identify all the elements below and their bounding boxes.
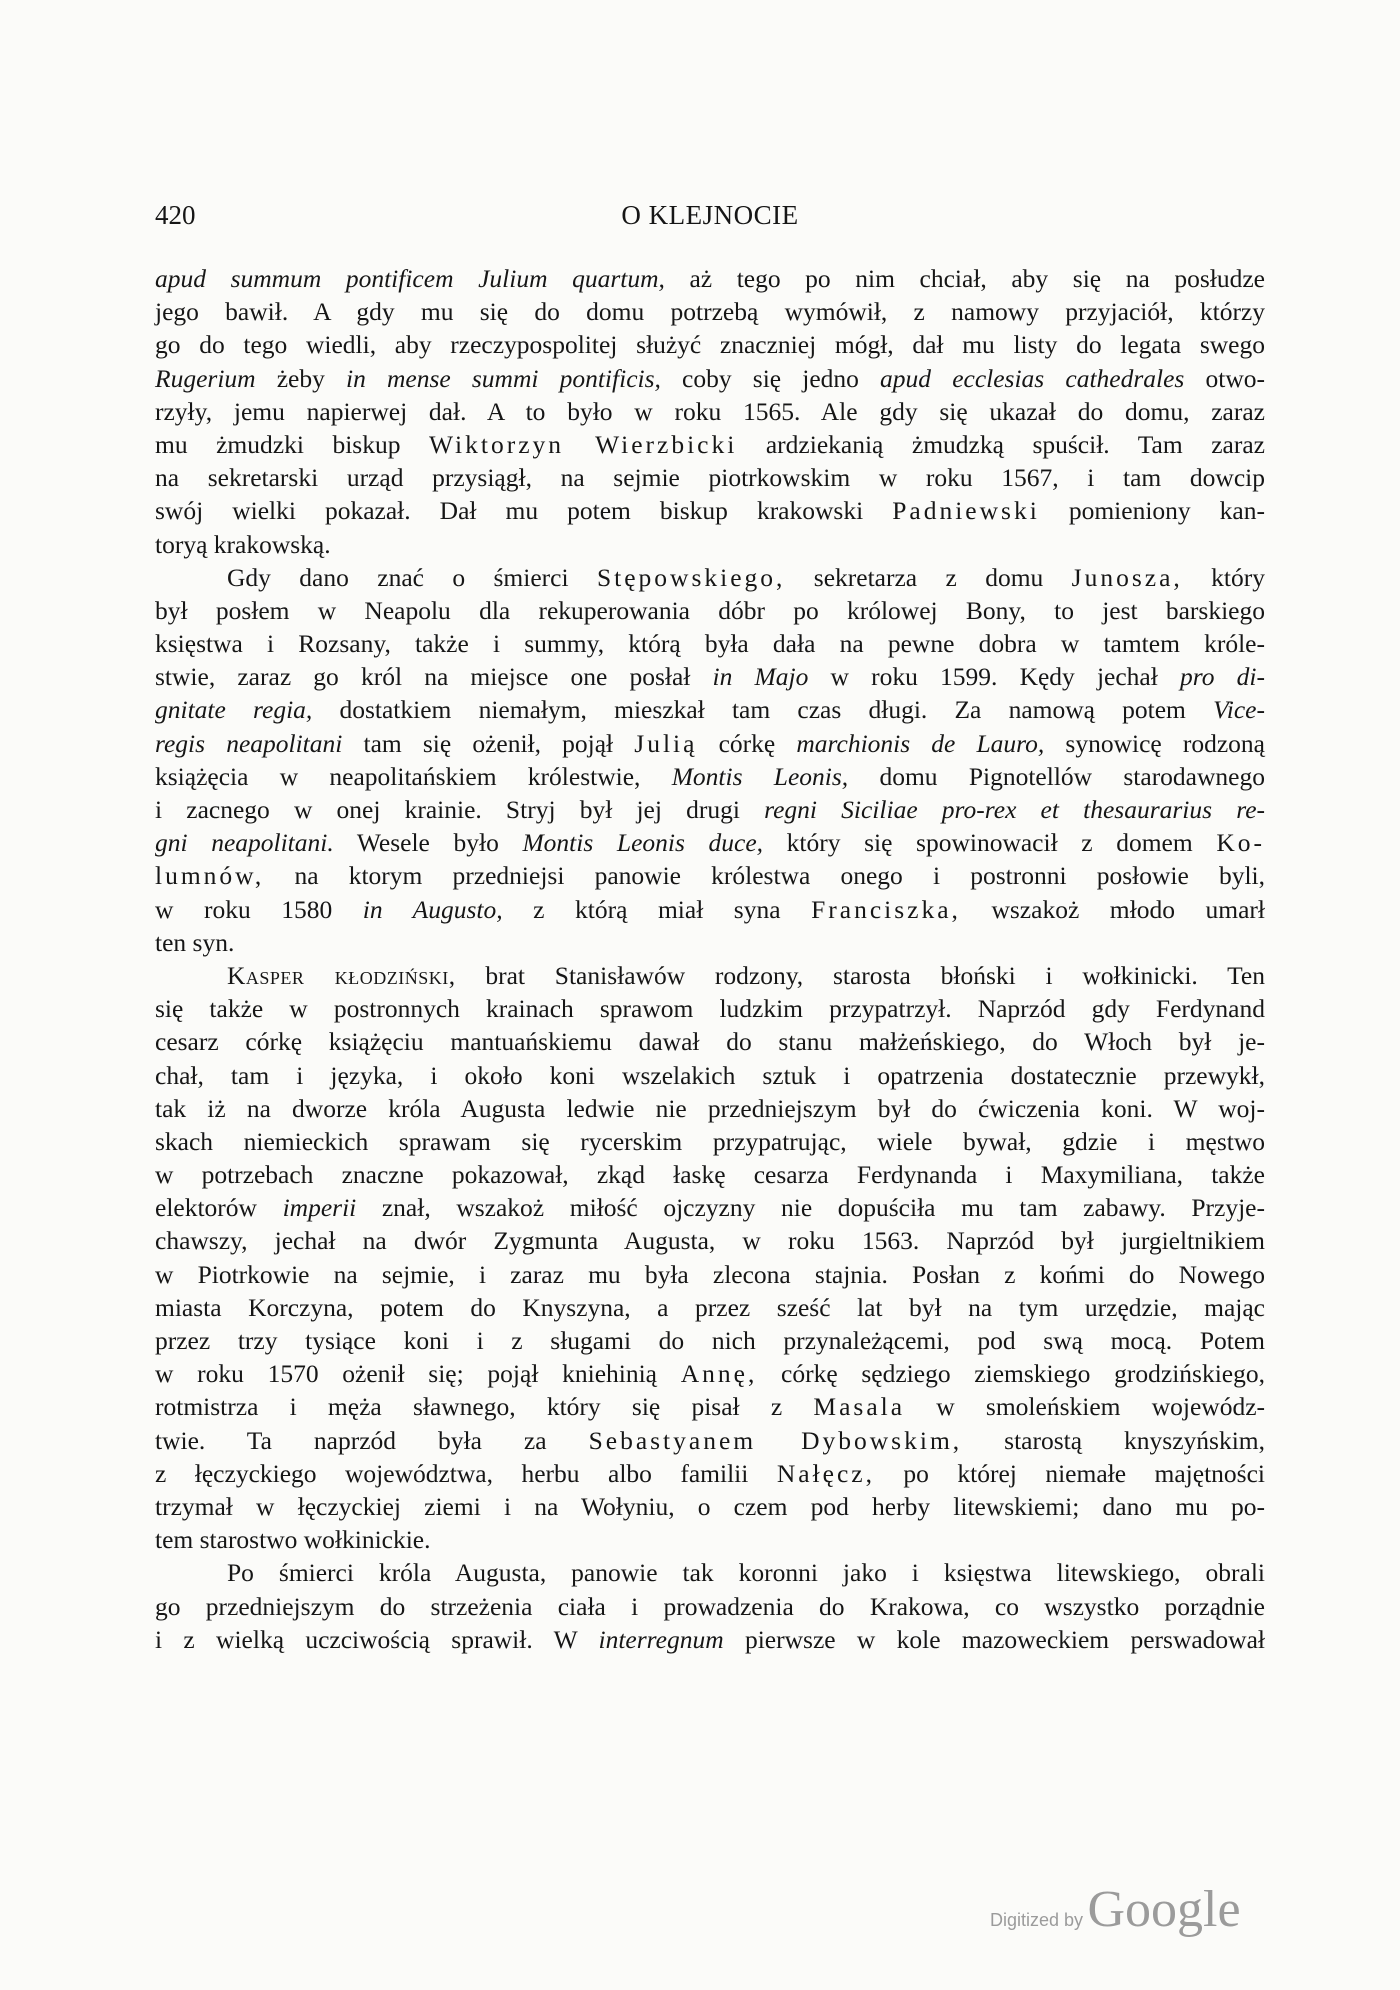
italic-phrase: Vice-: [1213, 695, 1265, 725]
page-header: [155, 200, 1265, 234]
text-run: synowicę rodzoną: [1044, 728, 1266, 758]
text-line: [155, 926, 1265, 959]
text-run: dostatkiem niemałym, mieszkał tam czas długi. Za namową potem: [312, 695, 1214, 725]
text-line: [155, 428, 1265, 461]
text-line: [155, 262, 1265, 295]
spaced-name: Franciszka,: [811, 894, 961, 924]
text-line: [155, 1590, 1265, 1623]
text-run: tak iż na dworze króla Augusta ledwie nie przedniejszym był do ćwiczenia koni. W woj-: [155, 1093, 1265, 1123]
text-run: otwo-: [1184, 363, 1265, 393]
text-run: się także w postronnych krainach sprawom ludzkim przypatrzył. Naprzód gdy Ferdynand: [155, 994, 1265, 1024]
text-run: tam się ożenił, pojął: [342, 728, 635, 758]
italic-phrase: apud ecclesias cathedrales: [880, 363, 1185, 393]
text-line: [155, 1158, 1265, 1191]
text-line: [155, 627, 1265, 660]
text-run: wszakoż młodo umarł: [960, 894, 1265, 924]
text-run: i z wielką uczciwością sprawił. W: [155, 1624, 599, 1654]
text-run: w roku 1580: [155, 894, 363, 924]
text-line: [155, 760, 1265, 793]
text-run: w Piotrkowie na sejmie, i zaraz mu była zlecona stajnia. Posłan z końmi do Nowego: [155, 1259, 1265, 1289]
text-line: [155, 1059, 1265, 1092]
text-line: [155, 1224, 1265, 1257]
text-run: aż tego po nim chciał, aby się na posłudze: [664, 264, 1265, 293]
spaced-name: lumnów,: [155, 861, 265, 891]
text-line: [155, 859, 1265, 892]
italic-phrase: Montis Leonis duce,: [522, 828, 764, 858]
text-run: w roku 1570 ożenił się; pojął kniehinią: [155, 1359, 681, 1389]
text-line: [155, 660, 1265, 693]
text-run: z łęczyckiego województwa, herbu albo familii: [155, 1458, 777, 1488]
text-line: [155, 893, 1265, 926]
text-run: na ktorym przedniejsi panowie królestwa onego i postronni posłowie byli,: [264, 861, 1265, 891]
page-number: 420: [155, 200, 196, 230]
text-line: [155, 1092, 1265, 1125]
spaced-name: Nałęcz,: [776, 1458, 875, 1488]
text-line: [155, 1258, 1265, 1291]
text-run: sekretarza z domu: [785, 562, 1072, 592]
text-line: [155, 395, 1265, 428]
spaced-name: Ko-: [1216, 828, 1265, 858]
text-line: [155, 693, 1265, 726]
text-run: przez trzy tysiące koni i z sługami do nich przynależącemi, pod swą mocą. Potem: [155, 1326, 1265, 1355]
text-run: chawszy, jechał na dwór Zygmunta Augusta, w roku 1563. Naprzód był jurgieltnikiem: [155, 1226, 1265, 1256]
text-line: [155, 793, 1265, 826]
spaced-name: Padniewski: [892, 496, 1040, 526]
text-run: ardziekanią żmudzką spuścił. Tam zaraz: [737, 429, 1265, 459]
watermark-brand: Google: [1087, 1881, 1241, 1938]
text-line: [155, 1025, 1265, 1058]
italic-phrase: imperii: [282, 1193, 357, 1223]
small-caps-name: Kasper kłodziński,: [227, 960, 456, 990]
text-line: [155, 1424, 1265, 1457]
spaced-name: Masala: [813, 1392, 906, 1422]
body-text: [155, 262, 1265, 1656]
text-run: tem starostwo wołkinickie.: [155, 1525, 431, 1555]
text-line: [155, 561, 1265, 594]
text-run: pomieniony kan-: [1039, 496, 1265, 526]
italic-phrase: Montis Leonis,: [671, 761, 849, 791]
spaced-name: Julią: [634, 728, 698, 758]
text-run: starostą knyszyńskim,: [962, 1425, 1265, 1455]
italic-phrase: interregnum: [598, 1624, 724, 1654]
text-run: w roku 1599. Kędy jechał: [808, 662, 1181, 692]
text-run: księstwa i Rozsany, także i summy, którą była dała na pewne dobra w tamtem króle-: [155, 629, 1265, 659]
text-line: [155, 1490, 1265, 1523]
running-title: O KLEJNOCIE: [621, 200, 799, 230]
text-run: go do tego wiedli, aby rzeczypospolitej służyć znaczniej mógł, dał mu listy do legata swego: [155, 330, 1265, 360]
text-run: elektorów: [155, 1193, 283, 1223]
text-run: i zacnego w onej krainie. Stryj był jej drugi: [155, 795, 765, 824]
text-line: [155, 992, 1265, 1025]
text-run: żeby: [255, 363, 347, 393]
text-run: był posłem w Neapolu dla rekuperowania dóbr po królowej Bony, to jest barskiego: [155, 595, 1265, 625]
text-run: który się spowinowacił z domem: [763, 828, 1217, 858]
text-line: [155, 1291, 1265, 1324]
text-line: [155, 1357, 1265, 1390]
spaced-name: Stępowskiego,: [596, 562, 786, 592]
text-line: [155, 295, 1265, 328]
text-run: książęcia w neapolitańskiem królestwie,: [155, 761, 672, 791]
text-run: coby się jedno: [660, 363, 881, 393]
text-run: cesarz córkę książęciu mantuańskiemu dawał do stanu małżeńskiego, do Włoch był je-: [155, 1027, 1265, 1057]
text-run: Gdy dano znać o śmierci: [227, 562, 597, 592]
text-run: chał, tam i języka, i około koni wszelakich sztuk i opatrzenia dostatecznie przewykł,: [155, 1060, 1265, 1090]
italic-phrase: regni Siciliae pro-rex et thesaurarius re-: [764, 795, 1266, 824]
italic-phrase: gni neapolitani.: [155, 828, 334, 858]
text-run: pierwsze w kole mazoweckiem perswadował: [723, 1624, 1265, 1654]
text-line: [155, 494, 1265, 527]
text-run: córkę: [697, 728, 797, 758]
text-run: domu Pignotellów starodawnego: [848, 761, 1265, 791]
text-run: w potrzebach znaczne pokazował, zkąd łaskę cesarza Ferdynanda i Maxymiliana, także: [155, 1160, 1265, 1190]
digitized-watermark: [990, 1880, 1280, 1940]
text-line: [155, 1390, 1265, 1423]
text-run: trzymał w łęczyckiej ziemi i na Wołyniu, o czem pod herby litewskiemi; dano mu po-: [155, 1491, 1265, 1521]
italic-phrase: pro di-: [1180, 662, 1265, 692]
text-run: stwie, zaraz go król na miejsce one posłał: [155, 662, 713, 692]
italic-phrase: gnitate regia,: [155, 695, 313, 725]
text-run: rzyły, jemu napierwej dał. A to było w roku 1565. Ale gdy się ukazał do domu, zaraz: [155, 396, 1265, 426]
text-line: [155, 959, 1265, 992]
text-run: rotmistrza i męża sławnego, który się pisał z: [155, 1392, 814, 1422]
text-run: znał, wszakoż miłość ojczyzny nie dopuściła mu tam zabawy. Przyje-: [356, 1193, 1265, 1223]
text-run: miasta Korczyna, potem do Knyszyna, a przez sześć lat był na tym urzędzie, mając: [155, 1292, 1265, 1322]
italic-phrase: in mense summi pontificis,: [346, 363, 661, 393]
text-run: po której niemałe majętności: [874, 1458, 1265, 1488]
text-line: [155, 328, 1265, 361]
italic-phrase: regis neapolitani: [155, 728, 343, 758]
text-run: córkę sędziego ziemskiego grodzińskiego,: [757, 1359, 1265, 1389]
text-line: [155, 727, 1265, 760]
text-line: [155, 594, 1265, 627]
text-line: [155, 1125, 1265, 1158]
text-run: swój wielki pokazał. Dał mu potem biskup krakowski: [155, 496, 893, 526]
text-run: w smoleńskiem wojewódz-: [905, 1392, 1266, 1422]
text-run: skach niemieckich sprawam się rycerskim przypatrując, wiele bywał, gdzie i męstwo: [155, 1126, 1265, 1156]
italic-phrase: Rugerium: [155, 363, 256, 393]
text-run: go przedniejszym do strzeżenia ciała i prowadzenia do Krakowa, co wszystko porządnie: [155, 1591, 1265, 1621]
text-run: mu żmudzki biskup: [155, 429, 429, 459]
text-line: [155, 461, 1265, 494]
spaced-name: Annę,: [680, 1359, 758, 1389]
italic-phrase: in Majo: [712, 662, 809, 692]
text-run: Wesele było: [333, 828, 523, 858]
text-run: jego bawił. A gdy mu się do domu potrzebą wymówił, z namowy przyjaciół, którzy: [155, 297, 1265, 327]
text-run: na sekretarski urząd przysiągł, na sejmie piotrkowskim w roku 1567, i tam dowcip: [155, 463, 1265, 493]
text-run: Po śmierci króla Augusta, panowie tak koronni jako i księstwa litewskiego, obrali: [227, 1558, 1265, 1588]
text-run: ten syn.: [155, 927, 235, 957]
text-run: toryą krakowską.: [155, 529, 331, 559]
text-line: [155, 1457, 1265, 1490]
spaced-name: Wiktorzyn Wierzbicki: [428, 429, 738, 459]
text-line: [155, 1324, 1265, 1357]
text-line: [155, 1556, 1265, 1589]
text-line: [155, 362, 1265, 395]
spaced-name: Sebastyanem Dybowskim,: [588, 1425, 963, 1455]
text-line: [155, 528, 1265, 561]
text-line: [155, 826, 1265, 859]
italic-phrase: in Augusto,: [362, 894, 503, 924]
text-line: [155, 1623, 1265, 1656]
text-run: który: [1182, 562, 1265, 592]
spaced-name: Junosza,: [1071, 562, 1183, 592]
italic-phrase: marchionis de Lauro,: [796, 728, 1045, 758]
text-run: z którą miał syna: [502, 894, 812, 924]
italic-phrase: apud summum pontificem Julium quartum,: [155, 264, 665, 293]
text-run: brat Stanisławów rodzony, starosta błoński i wołkinicki. Ten: [455, 960, 1265, 990]
watermark-prefix: Digitized by: [990, 1910, 1084, 1930]
text-run: twie. Ta naprzód była za: [155, 1425, 589, 1455]
text-line: [155, 1523, 1265, 1556]
text-line: [155, 1191, 1265, 1224]
